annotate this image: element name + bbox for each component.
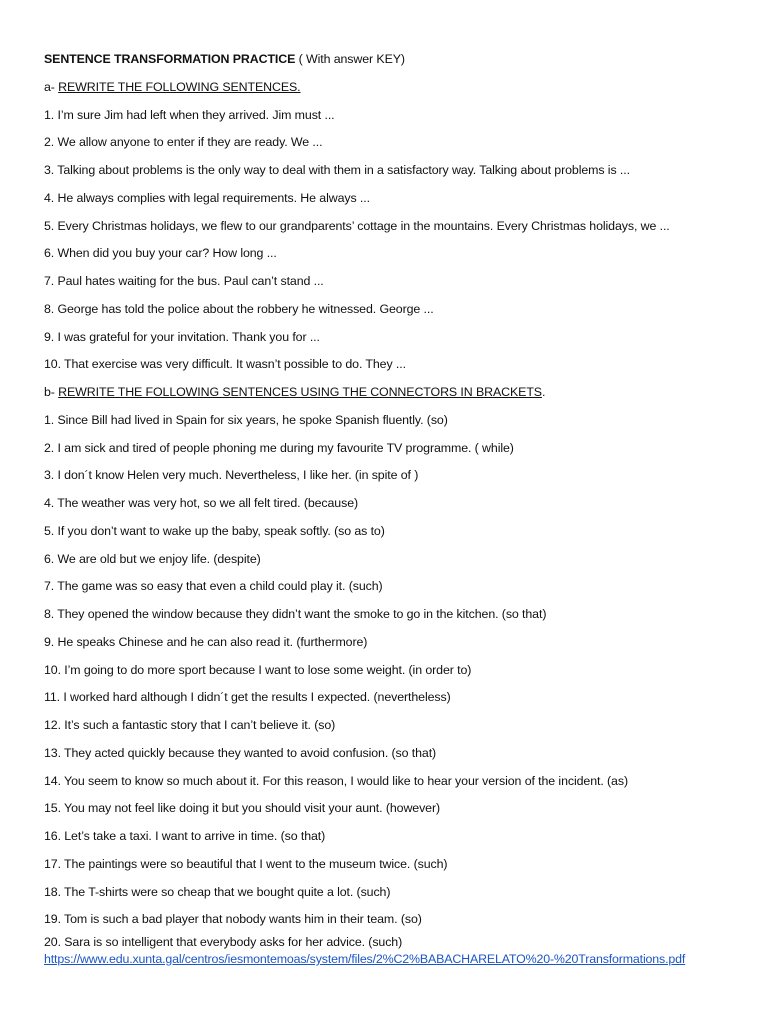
section-b-title: REWRITE THE FOLLOWING SENTENCES USING THE CONNECTORS IN BRACKETS	[58, 385, 542, 399]
section-b-item-17: 17. The paintings were so beautiful that I went to the museum twice. (such)	[44, 856, 448, 871]
section-a-item-2: 2. We allow anyone to enter if they are ready. We ...	[44, 135, 323, 150]
section-b-item-16: 16. Let’s take a taxi. I want to arrive in time. (so that)	[44, 829, 326, 843]
section-b-item-19: 19. Tom is such a bad player that nobody wants him in their team. (so)	[44, 912, 422, 927]
section-b-suffix: .	[541, 385, 546, 399]
section-a-heading	[44, 74, 744, 102]
section-b-item-13: 13. They acted quickly because they wanted to avoid confusion. (so that)	[44, 745, 437, 760]
source-url-link[interactable]: https://www.edu.xunta.gal/centros/iesmontemoas/system/files/2%C2%BABACHARELATO%20-%20Transformations.pdf	[44, 952, 686, 966]
section-a-item-3: 3. Talking about problems is the only way to deal with them in a satisfactory way. Talking about problems is ...	[44, 163, 630, 177]
document-title-bold: SENTENCE TRANSFORMATION PRACTICE	[44, 52, 296, 66]
document-title	[44, 46, 744, 74]
section-a-item-8: 8. George has told the police about the robbery he witnessed. George ...	[44, 301, 434, 316]
section-b-item-2: 2. I am sick and tired of people phoning me during my favourite TV programme. ( while)	[44, 440, 514, 455]
section-b-item-15: 15. You may not feel like doing it but you should visit your aunt. (however)	[44, 801, 441, 816]
document-page	[44, 46, 744, 968]
section-a-item-7: 7. Paul hates waiting for the bus. Paul can’t stand ...	[44, 274, 324, 288]
section-a-prefix: a-	[44, 79, 59, 94]
section-b-item-8: 8. They opened the window because they didn’t want the smoke to go in the kitchen. (so that)	[44, 607, 547, 621]
section-b-item-3: 3. I don´t know Helen very much. Nevertheless, I like her. (in spite of )	[44, 468, 419, 483]
section-b-item-1: 1. Since Bill had lived in Spain for six years, he spoke Spanish fluently. (so)	[44, 412, 448, 427]
section-b-item-18: 18. The T-shirts were so cheap that we bought quite a lot. (such)	[44, 884, 391, 899]
section-a-item-1: 1. I’m sure Jim had left when they arrived. Jim must ...	[44, 107, 335, 122]
section-b-item-20: 20. Sara is so intelligent that everybody asks for her advice. (such)	[44, 935, 403, 949]
section-b-item-6: 6. We are old but we enjoy life. (despite)	[44, 551, 261, 566]
section-a-title: REWRITE THE FOLLOWING SENTENCES.	[58, 79, 301, 94]
section-b-item-10: 10. I’m going to do more sport because I want to lose some weight. (in order to)	[44, 662, 472, 677]
section-a-item-4: 4. He always complies with legal requirements. He always ...	[44, 190, 370, 205]
section-b-item-5: 5. If you don’t want to wake up the baby, speak softly. (so as to)	[44, 523, 385, 538]
section-b-prefix: b-	[44, 385, 59, 399]
document-title-rest: ( With answer KEY)	[295, 52, 405, 66]
section-a-item-10: 10. That exercise was very difficult. It wasn’t possible to do. They ...	[44, 357, 406, 372]
section-a-item-9: 9. I was grateful for your invitation. Thank you for ...	[44, 329, 320, 344]
section-a-item-6: 6. When did you buy your car? How long ...	[44, 246, 277, 261]
section-b-item-14: 14. You seem to know so much about it. For this reason, I would like to hear your version of the incident. (as)	[44, 773, 628, 788]
section-b-item-12: 12. It’s such a fantastic story that I can’t believe it. (so)	[44, 718, 336, 732]
section-b-item-9: 9. He speaks Chinese and he can also read it. (furthermore)	[44, 634, 368, 649]
section-b-item-11: 11. I worked hard although I didn´t get the results I expected. (nevertheless)	[44, 690, 451, 705]
section-b-heading	[44, 379, 744, 407]
section-b-item-7: 7. The game was so easy that even a child could play it. (such)	[44, 579, 383, 594]
section-b-item-4: 4. The weather was very hot, so we all felt tired. (because)	[44, 496, 359, 510]
section-a-item-5: 5. Every Christmas holidays, we flew to our grandparents’ cottage in the mountains. Every Christmas holidays, we ...	[44, 218, 670, 233]
